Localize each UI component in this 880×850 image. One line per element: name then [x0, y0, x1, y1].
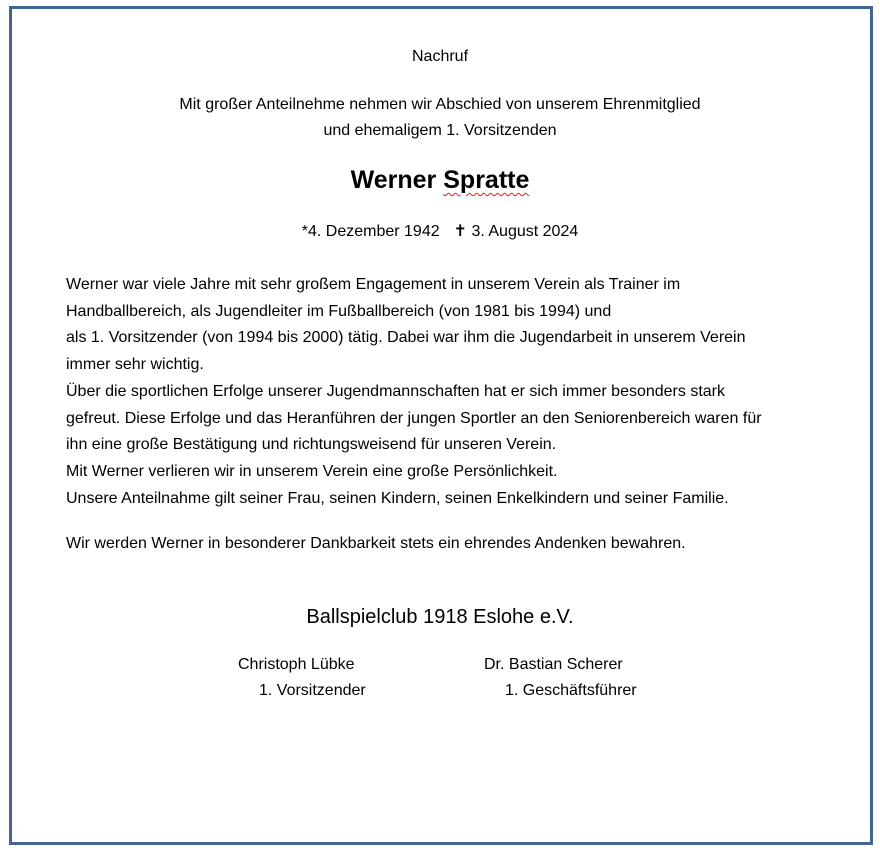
body-line: Handballbereich, als Jugendleiter im Fußballbereich (von 1981 bis 1994) und [66, 302, 612, 320]
signature-block-chairman [238, 652, 366, 704]
signatory-role: 1. Vorsitzender [259, 682, 366, 699]
body-line: immer sehr wichtig. [66, 356, 204, 374]
closing-sentence: Wir werden Werner in besonderer Dankbarkeit stets ein ehrendes Andenken bewahren. [66, 535, 686, 552]
deceased-name [0, 164, 880, 196]
intro-text [0, 92, 880, 144]
intro-line: und ehemaligem 1. Vorsitzenden [323, 122, 557, 139]
notice-heading: Nachruf [411, 48, 469, 65]
deceased-last-name: Spratte [443, 166, 530, 194]
death-date: ✝ 3. August 2024 [453, 223, 579, 240]
body-line: gefreut. Diese Erfolge und das Heranführen der jungen Sportler an den Seniorenbereich waren für [66, 409, 762, 427]
body-line: Über die sportlichen Erfolge unserer Jugendmannschaften hat er sich immer besonders stark [66, 382, 725, 400]
body-line: als 1. Vorsitzender (von 1994 bis 2000) tätig. Dabei war ihm die Jugendarbeit in unserem Verein [66, 329, 746, 347]
body-line: ihn eine große Bestätigung und richtungsweisend für unseren Verein. [66, 436, 557, 454]
signatory-name: Dr. Bastian Scherer [484, 656, 623, 673]
body-line: Werner war viele Jahre mit sehr großem Engagement in unserem Verein als Trainer im [66, 276, 681, 293]
body-line: Unsere Anteilnahme gilt seiner Frau, seinen Kindern, seinen Enkelkindern und seiner Familie. [66, 489, 729, 507]
signatory-name: Christoph Lübke [238, 656, 355, 673]
intro-line: Mit großer Anteilnehme nehmen wir Abschied von unserem Ehrenmitglied [179, 96, 701, 113]
body-paragraph [66, 272, 846, 512]
signatory-role: 1. Geschäftsführer [505, 682, 637, 699]
signature-block-manager [484, 652, 637, 704]
life-dates [0, 221, 880, 243]
body-line: Mit Werner verlieren wir in unserem Verein eine große Persönlichkeit. [66, 462, 558, 480]
club-name: Ballspielclub 1918 Eslohe e.V. [306, 606, 574, 628]
birth-date: *4. Dezember 1942 [301, 223, 440, 240]
deceased-first-name: Werner [350, 166, 437, 194]
